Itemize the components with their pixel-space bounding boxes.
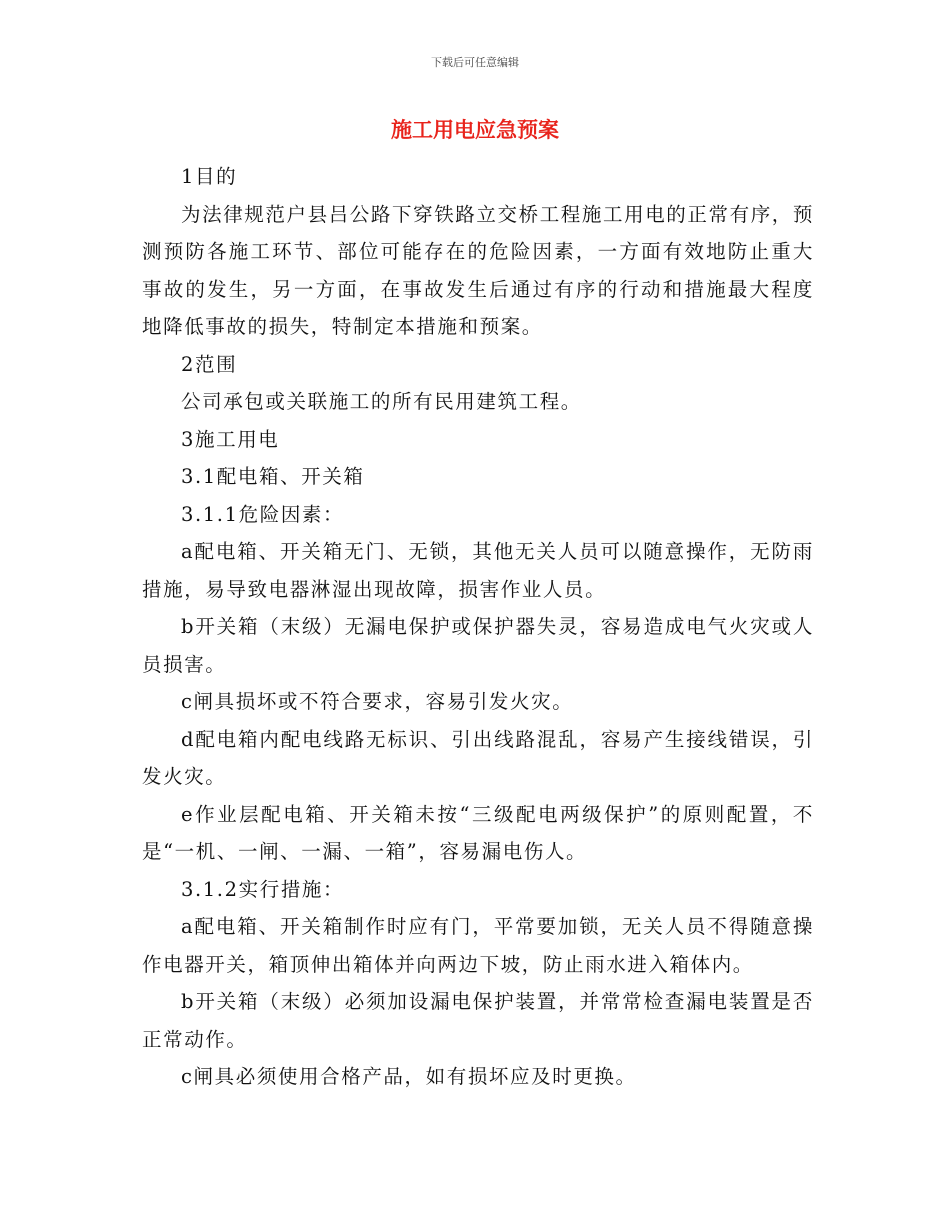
heading-purpose: 1目的 — [181, 165, 238, 188]
hazard-item-a: a配电箱、开关箱无门、无锁，其他无关人员可以随意操作，无防雨措施，易导致电器淋湿出现故障，损害作业人员。 — [142, 540, 814, 601]
heading-measures: 3.1.2实行措施： — [181, 877, 345, 901]
measure-item-a: a配电箱、开关箱制作时应有门，平常要加锁，无关人员不得随意操作电器开关，箱顶伸出箱体并向两边下坡，防止雨水进入箱体内。 — [142, 915, 814, 976]
paragraph-purpose-text: 为法律规范户县吕公路下穿铁路立交桥工程施工用电的正常有序，预测预防各施工环节、部位可能存在的危险因素，一方面有效地防止重大事故的发生，另一方面，在事故发生后通过有序的行动和措施最大程度地降低事故的损失，特制定本措施和预案。 — [142, 202, 815, 338]
measure-item-c: c闸具必须使用合格产品，如有损坏应及时更换。 — [181, 1065, 637, 1088]
heading-construction-power: 3施工用电 — [181, 427, 280, 451]
heading-distribution-box: 3.1配电箱、开关箱 — [181, 465, 365, 488]
document-title: 施工用电应急预案 — [391, 118, 559, 142]
paragraph-scope-text: 公司承包或关联施工的所有民用建筑工程。 — [181, 390, 582, 413]
heading-hazards: 3.1.1危险因素： — [181, 502, 345, 526]
document-body — [142, 158, 814, 1096]
hazard-item-b: b开关箱（末级）无漏电保护或保护器失灵，容易造成电气火灾或人员损害。 — [142, 615, 814, 676]
hazard-item-e: e作业层配电箱、开关箱未按“三级配电两级保护”的原则配置，不是“一机、一闸、一漏、一箱”，容易漏电伤人。 — [142, 802, 814, 863]
heading-scope: 2范围 — [181, 352, 238, 376]
hazard-item-d: d配电箱内配电线路无标识、引出线路混乱，容易产生接线错误，引发火灾。 — [142, 727, 814, 788]
hazard-item-c: c闸具损坏或不符合要求，容易引发火灾。 — [181, 690, 574, 713]
header-note: 下载后可任意编辑 — [431, 56, 519, 69]
measure-item-b: b开关箱（末级）必须加设漏电保护装置，并常常检查漏电装置是否正常动作。 — [142, 990, 814, 1051]
